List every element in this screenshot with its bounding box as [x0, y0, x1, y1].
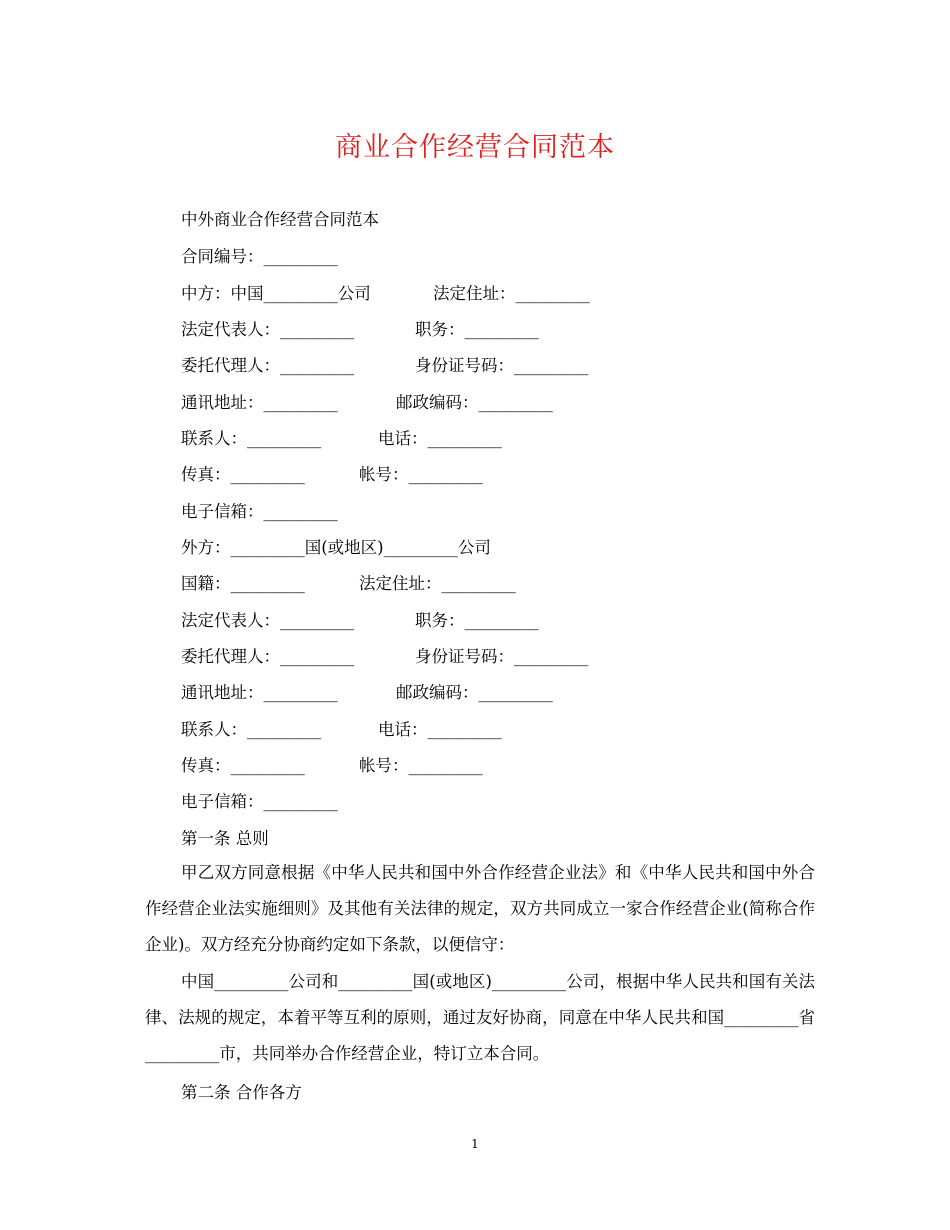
cn-party-address-field: 法定住址：_________: [433, 284, 590, 303]
document-title: 商业合作经营合同范本: [335, 132, 615, 163]
article-2-heading: 第二条 合作各方: [181, 1083, 302, 1102]
cn-party-row-1: [181, 279, 590, 309]
fr-email-field: 电子信箱：_________: [181, 792, 338, 811]
cn-email-field: 电子信箱：_________: [181, 502, 338, 521]
cn-party-row-6: [181, 460, 483, 490]
fr-fax-field: 传真：_________: [181, 756, 305, 775]
cn-agent-field: 委托代理人：_________: [181, 356, 355, 375]
fr-party-row-4: [181, 642, 589, 672]
fr-position-field: 职务：_________: [415, 611, 539, 630]
cn-party-row-7: [181, 497, 338, 527]
cn-postal-code-field: 邮政编码：_________: [396, 393, 553, 412]
fr-mail-address-field: 通讯地址：_________: [181, 683, 338, 702]
fr-nationality-field: 国籍：_________: [181, 574, 305, 593]
cn-account-field: 帐号：_________: [359, 465, 483, 484]
fr-phone-field: 电话：_________: [378, 720, 502, 739]
fr-party-row-1: [181, 533, 491, 563]
fr-account-field: 帐号：_________: [359, 756, 483, 775]
fr-contact-field: 联系人：_________: [181, 720, 322, 739]
fr-party-row-5: [181, 678, 553, 708]
cn-phone-field: 电话：_________: [378, 429, 502, 448]
fr-agent-field: 委托代理人：_________: [181, 647, 355, 666]
cn-party-row-2: [181, 315, 539, 345]
cn-mail-address-field: 通讯地址：_________: [181, 393, 338, 412]
article-1-paragraph-1: 甲乙双方同意根据《中华人民共和国中外合作经营企业法》和《中华人民共和国中外合作经营企业法实施细则》及其他有关法律的规定，双方共同成立一家合作经营企业(简称合作企业)。双方经充分协商约定如下条款，以便信守：: [145, 863, 815, 954]
cn-id-number-field: 身份证号码：_________: [415, 356, 589, 375]
cn-party-row-4: [181, 388, 553, 418]
fr-postal-code-field: 邮政编码：_________: [396, 683, 553, 702]
fr-legal-rep-field: 法定代表人：_________: [181, 611, 355, 630]
cn-party-row-3: [181, 351, 589, 381]
fr-party-address-field: 法定住址：_________: [359, 574, 516, 593]
cn-legal-rep-field: 法定代表人：_________: [181, 320, 355, 339]
fr-id-number-field: 身份证号码：_________: [415, 647, 589, 666]
article-1-heading: 第一条 总则: [181, 829, 269, 848]
fr-party-row-6: [181, 715, 502, 745]
fr-party-row-3: [181, 606, 539, 636]
cn-contact-field: 联系人：_________: [181, 429, 322, 448]
contract-number-field: 合同编号：_________: [181, 247, 338, 266]
cn-party-row-5: [181, 424, 502, 454]
article-1-paragraph-2: 中国_________公司和_________国(或地区)_________公司，根据中华人民共和国有关法律、法规的规定，本着平等互利的原则，通过友好协商，同意在中华人民共和国_________省_________市，共同举办合作经营企业，特订立本合同。: [145, 972, 815, 1063]
page-number: 1: [471, 1137, 479, 1151]
fr-party-row-8: [181, 787, 338, 817]
cn-position-field: 职务：_________: [415, 320, 539, 339]
fr-party-name-field: 外方：_________国(或地区)_________公司: [181, 538, 491, 557]
fr-party-row-7: [181, 751, 483, 781]
fr-party-row-2: [181, 569, 516, 599]
document-subtitle: 中外商业合作经营合同范本: [181, 210, 379, 229]
cn-party-name-field: 中方：中国_________公司: [181, 284, 371, 303]
cn-fax-field: 传真：_________: [181, 465, 305, 484]
